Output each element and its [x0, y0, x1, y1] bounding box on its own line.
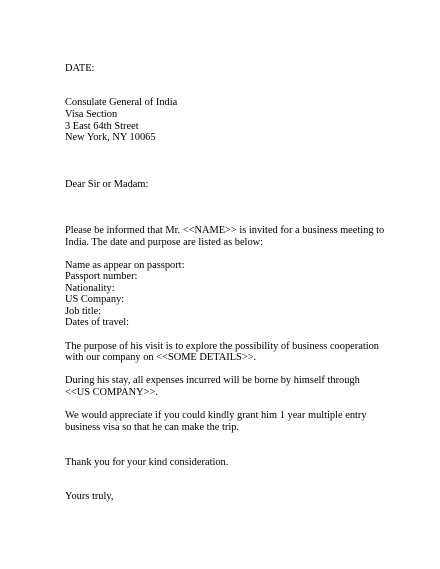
field-job-title: Job title:	[65, 306, 102, 317]
salutation: Dear Sir or Madam:	[65, 179, 149, 190]
field-company: US Company:	[65, 294, 125, 305]
purpose-line-1: The purpose of his visit is to explore the possibility of business cooperation	[65, 341, 379, 352]
recipient-line-4: New York, NY 10065	[65, 132, 156, 143]
date-label: DATE:	[65, 63, 95, 74]
field-passport: Passport number:	[65, 271, 138, 282]
thanks-line: Thank you for your kind consideration.	[65, 457, 229, 468]
purpose-line-2: with our company on <<SOME DETAILS>>.	[65, 352, 257, 363]
field-name: Name as appear on passport:	[65, 260, 185, 271]
request-line-1: We would appreciate if you could kindly grant him 1 year multiple entry	[65, 410, 367, 421]
recipient-line-2: Visa Section	[65, 109, 118, 120]
field-nationality: Nationality:	[65, 283, 115, 294]
recipient-line-3: 3 East 64th Street	[65, 121, 139, 132]
request-line-2: business visa so that he can make the trip.	[65, 422, 240, 433]
field-travel-dates: Dates of travel:	[65, 317, 130, 328]
intro-line-2: India. The date and purpose are listed as below:	[65, 237, 264, 248]
recipient-line-1: Consulate General of India	[65, 97, 178, 108]
expenses-line-2: <<US COMPANY>>.	[65, 387, 158, 398]
expenses-line-1: During his stay, all expenses incurred will be borne by himself through	[65, 375, 360, 386]
intro-line-1: Please be informed that Mr. <<NAME>> is invited for a business meeting to	[65, 225, 385, 236]
closing-line: Yours truly,	[65, 491, 114, 502]
